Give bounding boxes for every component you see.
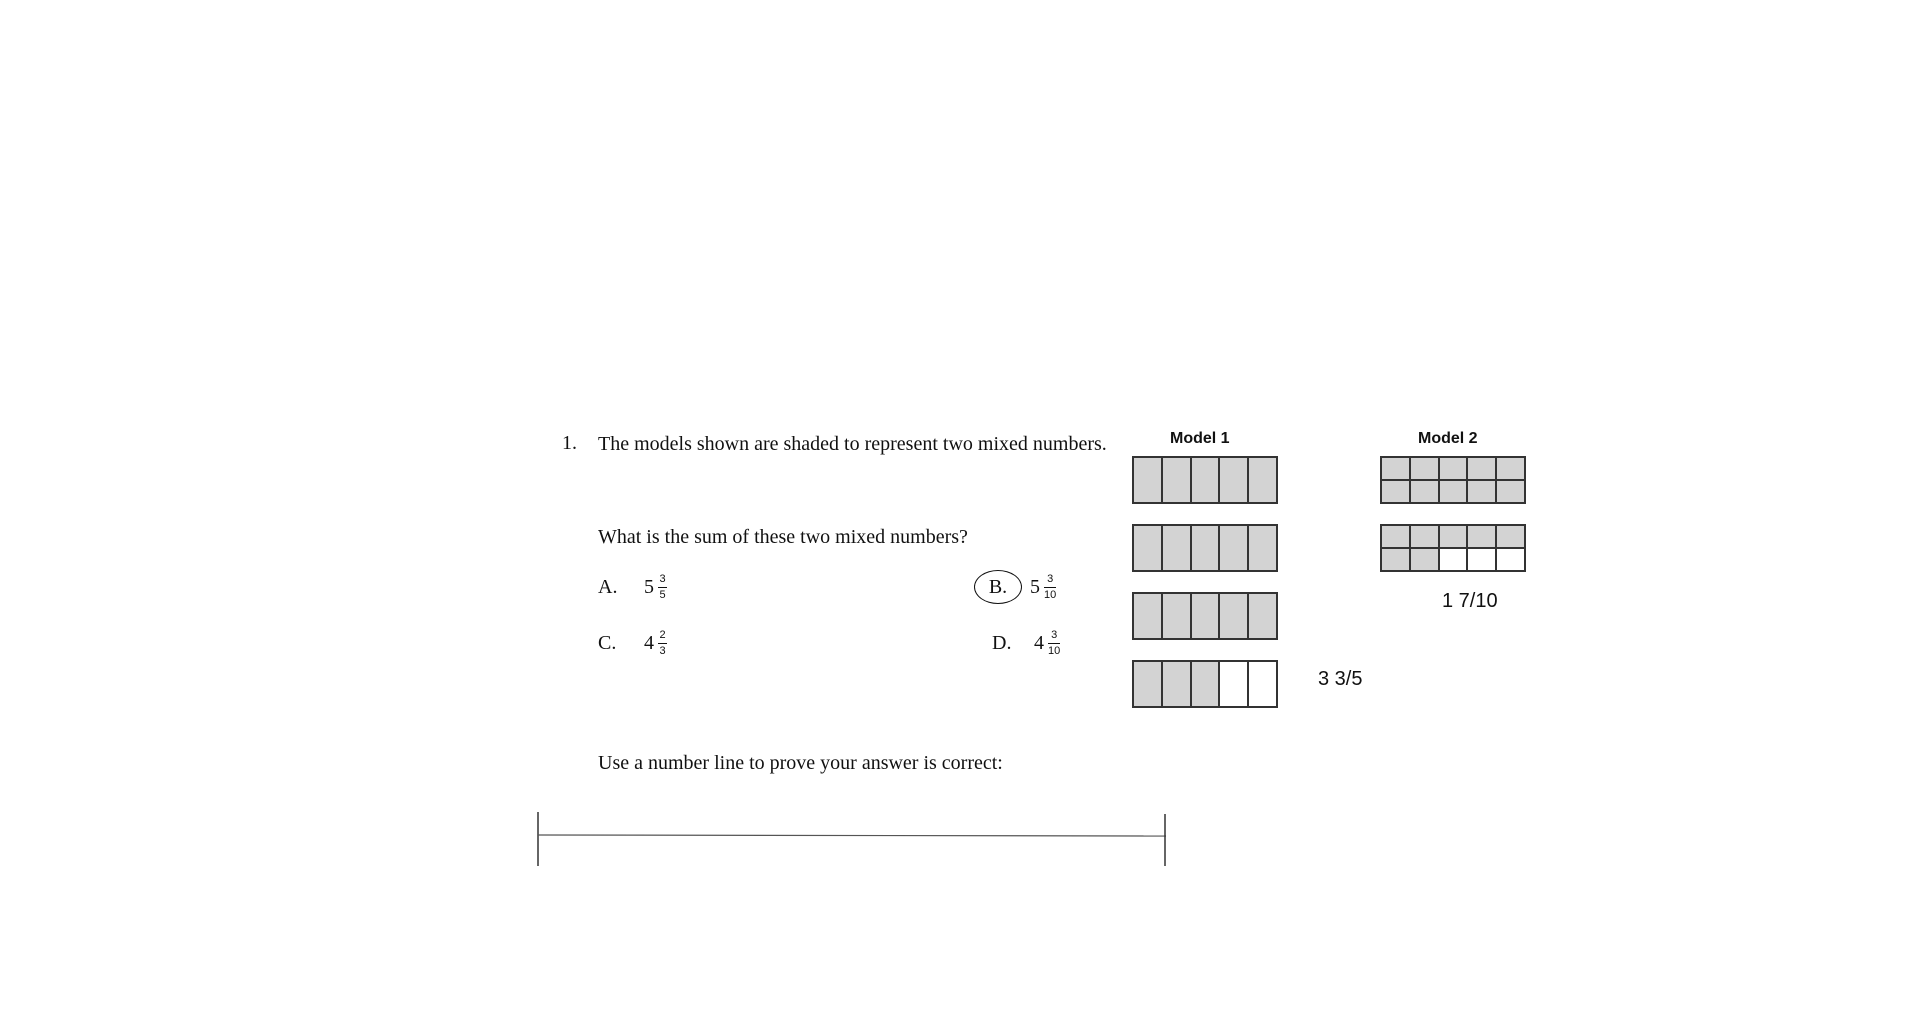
shaded-cell [1468, 458, 1495, 479]
shaded-cell [1220, 594, 1247, 638]
shaded-cell [1134, 662, 1161, 706]
shaded-cell [1192, 458, 1219, 502]
number-line-axis [538, 835, 1166, 836]
shaded-cell [1440, 481, 1467, 502]
choice-d-whole: 4 [1034, 632, 1044, 654]
shaded-cell [1249, 458, 1276, 502]
model-1-whole-2 [1132, 524, 1278, 572]
shaded-cell [1134, 526, 1161, 570]
unshaded-cell [1249, 662, 1276, 706]
shaded-cell [1220, 458, 1247, 502]
shaded-cell [1411, 481, 1438, 502]
choice-d[interactable] [992, 630, 1060, 657]
shaded-cell [1163, 594, 1190, 638]
shaded-cell [1440, 458, 1467, 479]
shaded-cell [1134, 594, 1161, 638]
choice-a-numerator: 3 [659, 573, 666, 585]
shaded-cell [1411, 549, 1438, 570]
shaded-cell [1411, 526, 1438, 547]
model-1-whole-4 [1132, 660, 1278, 708]
choice-a[interactable] [598, 574, 667, 601]
choice-d-fraction [1048, 630, 1060, 657]
choice-d-numerator: 3 [1051, 629, 1058, 641]
shaded-cell [1134, 458, 1161, 502]
model-2-whole-1 [1380, 456, 1526, 504]
model-1-whole-3 [1132, 592, 1278, 640]
choice-a-denominator: 5 [659, 589, 666, 601]
question-text: The models shown are shaded to represent two mixed numbers. [598, 433, 1107, 455]
number-line-instruction: Use a number line to prove your answer is correct: [598, 752, 1003, 774]
shaded-cell [1163, 662, 1190, 706]
shaded-cell [1163, 526, 1190, 570]
unshaded-cell [1220, 662, 1247, 706]
choice-c[interactable] [598, 630, 667, 657]
model-2 [1380, 456, 1526, 572]
shaded-cell [1468, 526, 1495, 547]
choice-c-numerator: 2 [659, 629, 666, 641]
model-1-label: Model 1 [1170, 430, 1230, 447]
choice-a-letter: A. [598, 576, 618, 598]
shaded-cell [1411, 458, 1438, 479]
model-2-whole-2 [1380, 524, 1526, 572]
shaded-cell [1382, 549, 1409, 570]
choice-b[interactable] [974, 570, 1056, 604]
shaded-cell [1382, 481, 1409, 502]
choice-b-letter-circled: B. [974, 570, 1022, 604]
shaded-cell [1497, 526, 1524, 547]
shaded-cell [1249, 594, 1276, 638]
shaded-cell [1468, 481, 1495, 502]
choice-c-fraction [658, 630, 667, 657]
shaded-cell [1192, 594, 1219, 638]
shaded-cell [1440, 526, 1467, 547]
choice-b-numerator: 3 [1047, 572, 1054, 585]
choice-c-whole: 4 [644, 632, 654, 654]
choice-a-fraction [658, 574, 667, 601]
unshaded-cell [1468, 549, 1495, 570]
unshaded-cell [1497, 549, 1524, 570]
choice-a-whole: 5 [644, 576, 654, 598]
choice-b-whole: 5 [1030, 575, 1040, 598]
shaded-cell [1382, 526, 1409, 547]
shaded-cell [1163, 458, 1190, 502]
shaded-cell [1382, 458, 1409, 479]
shaded-cell [1192, 526, 1219, 570]
question-number: 1. [562, 432, 577, 454]
choice-d-denominator: 10 [1048, 645, 1061, 657]
model-2-annotation: 1 7/10 [1442, 590, 1498, 612]
shaded-cell [1497, 458, 1524, 479]
model-1 [1132, 456, 1278, 708]
shaded-cell [1192, 662, 1219, 706]
question-prompt: What is the sum of these two mixed numbers? [598, 526, 968, 548]
unshaded-cell [1440, 549, 1467, 570]
choice-c-letter: C. [598, 632, 617, 654]
choice-b-denominator: 10 [1044, 588, 1057, 601]
choice-b-fraction [1044, 574, 1056, 601]
model-2-label: Model 2 [1418, 430, 1478, 447]
number-line [536, 812, 1168, 866]
choice-d-letter: D. [992, 632, 1012, 654]
shaded-cell [1497, 481, 1524, 502]
shaded-cell [1220, 526, 1247, 570]
model-1-annotation: 3 3/5 [1318, 668, 1363, 690]
model-1-whole-1 [1132, 456, 1278, 504]
shaded-cell [1249, 526, 1276, 570]
choice-c-denominator: 3 [659, 645, 666, 657]
